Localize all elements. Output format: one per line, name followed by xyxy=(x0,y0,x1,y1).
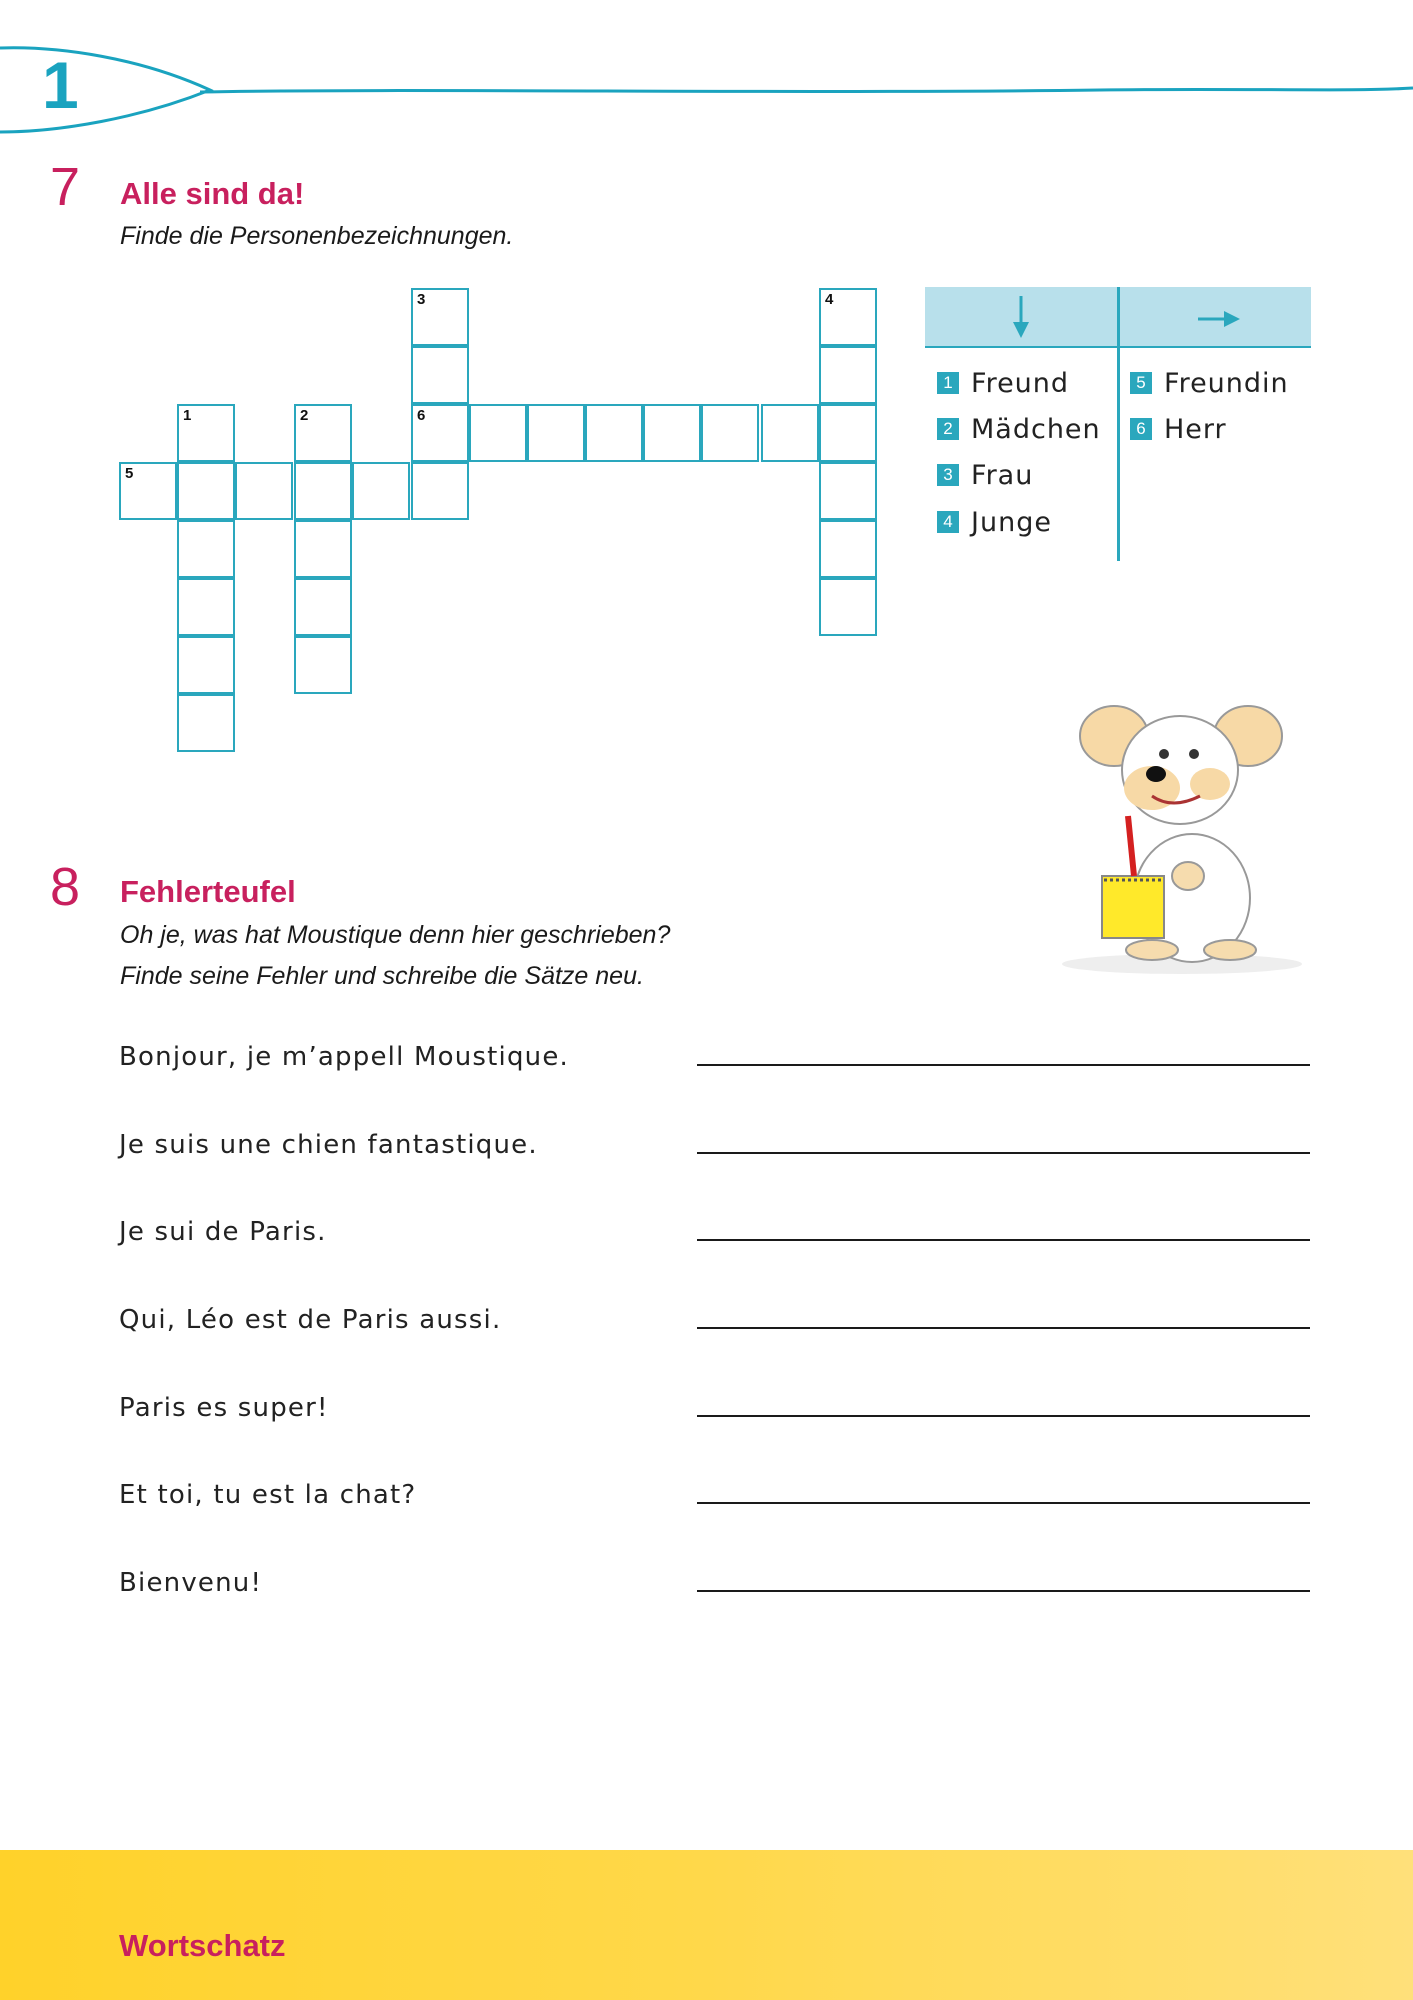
crossword-cell[interactable] xyxy=(235,462,293,520)
clue-down-4 xyxy=(937,507,1052,537)
arrow-down-icon xyxy=(1010,294,1032,340)
crossword-cell[interactable] xyxy=(177,404,235,462)
crossword-cell[interactable] xyxy=(411,346,469,404)
unit-number: 1 xyxy=(42,48,79,122)
crossword-cell[interactable] xyxy=(294,636,352,694)
footer-band xyxy=(0,1850,1413,2000)
clue-word: Junge xyxy=(971,506,1052,538)
clue-word: Mädchen xyxy=(971,413,1101,445)
crossword-cell[interactable] xyxy=(177,694,235,752)
crossword-cell[interactable] xyxy=(411,404,469,462)
crossword-cell[interactable] xyxy=(819,578,877,636)
answer-line[interactable] xyxy=(697,1590,1310,1592)
crossword-cell[interactable] xyxy=(411,462,469,520)
exercise-7-title: Alle sind da! xyxy=(120,176,305,211)
exercise-7-number: 7 xyxy=(50,157,81,217)
crossword-cell[interactable] xyxy=(177,578,235,636)
crossword-cell[interactable] xyxy=(177,462,235,520)
crossword-cell[interactable] xyxy=(177,520,235,578)
crossword-cell[interactable] xyxy=(294,520,352,578)
exercise-8-title: Fehlerteufel xyxy=(120,874,296,909)
clue-number-badge: 5 xyxy=(1130,372,1152,394)
clue-number-badge: 3 xyxy=(937,464,959,486)
crossword-number-1: 1 xyxy=(183,407,192,424)
clue-number-badge: 4 xyxy=(937,511,959,533)
footer-section-label: Wortschatz xyxy=(119,1928,286,1963)
crossword-cell[interactable] xyxy=(819,520,877,578)
mascot-dog-illustration xyxy=(1052,688,1312,980)
crossword-cell[interactable] xyxy=(119,462,177,520)
crossword-cell[interactable] xyxy=(411,288,469,346)
crossword-number-4: 4 xyxy=(825,291,834,308)
crossword-cell[interactable] xyxy=(527,404,585,462)
crossword-number-5: 5 xyxy=(125,465,134,482)
crossword-cell[interactable] xyxy=(761,404,819,462)
error-sentence: Bonjour, je m’appell Moustique. xyxy=(119,1042,570,1072)
clue-word: Frau xyxy=(971,459,1034,491)
crossword-cell[interactable] xyxy=(352,462,410,520)
clue-number-badge: 2 xyxy=(937,418,959,440)
crossword-cell[interactable] xyxy=(585,404,643,462)
answer-line[interactable] xyxy=(697,1152,1310,1154)
crossword-number-3: 3 xyxy=(417,291,426,308)
answer-line[interactable] xyxy=(697,1415,1310,1417)
error-sentence: Et toi, tu est la chat? xyxy=(119,1480,417,1510)
error-sentence: Paris es super! xyxy=(119,1393,329,1423)
clue-down-1 xyxy=(937,368,1069,398)
crossword-cell[interactable] xyxy=(819,404,877,462)
error-sentence: Je suis une chien fantastique. xyxy=(119,1130,538,1160)
answer-line[interactable] xyxy=(697,1064,1310,1066)
crossword-cell[interactable] xyxy=(819,346,877,404)
crossword-cell[interactable] xyxy=(294,578,352,636)
exercise-8-number: 8 xyxy=(50,857,81,917)
error-sentence: Je sui de Paris. xyxy=(119,1217,327,1247)
clue-down-3 xyxy=(937,460,1033,490)
crossword-cell[interactable] xyxy=(469,404,527,462)
crossword-cell[interactable] xyxy=(177,636,235,694)
clue-table-divider xyxy=(1117,287,1120,561)
clue-across-6 xyxy=(1130,414,1227,444)
clue-number-badge: 6 xyxy=(1130,418,1152,440)
clue-word: Herr xyxy=(1164,413,1227,445)
unit-header-decoration xyxy=(0,0,1413,140)
clue-down-2 xyxy=(937,414,1101,444)
crossword-cell[interactable] xyxy=(819,462,877,520)
error-sentence: Qui, Léo est de Paris aussi. xyxy=(119,1305,502,1335)
clue-word: Freund xyxy=(971,367,1070,399)
crossword-number-6: 6 xyxy=(417,407,426,424)
crossword-cell[interactable] xyxy=(701,404,759,462)
crossword-cell[interactable] xyxy=(294,462,352,520)
crossword-cell[interactable] xyxy=(819,288,877,346)
clue-word: Freundin xyxy=(1164,367,1289,399)
crossword-cell[interactable] xyxy=(294,404,352,462)
answer-line[interactable] xyxy=(697,1327,1310,1329)
error-sentence: Bienvenu! xyxy=(119,1568,263,1598)
crossword-number-2: 2 xyxy=(300,407,309,424)
clue-across-5 xyxy=(1130,368,1289,398)
answer-line[interactable] xyxy=(697,1239,1310,1241)
exercise-8-instruction-line-1: Oh je, was hat Moustique denn hier geschrieben? xyxy=(120,921,671,949)
exercise-7-instruction: Finde die Personenbezeichnungen. xyxy=(120,222,514,250)
exercise-8-instruction-line-2: Finde seine Fehler und schreibe die Sätze neu. xyxy=(120,962,644,990)
clue-number-badge: 1 xyxy=(937,372,959,394)
answer-line[interactable] xyxy=(697,1502,1310,1504)
arrow-right-icon xyxy=(1196,308,1242,330)
crossword-cell[interactable] xyxy=(643,404,701,462)
